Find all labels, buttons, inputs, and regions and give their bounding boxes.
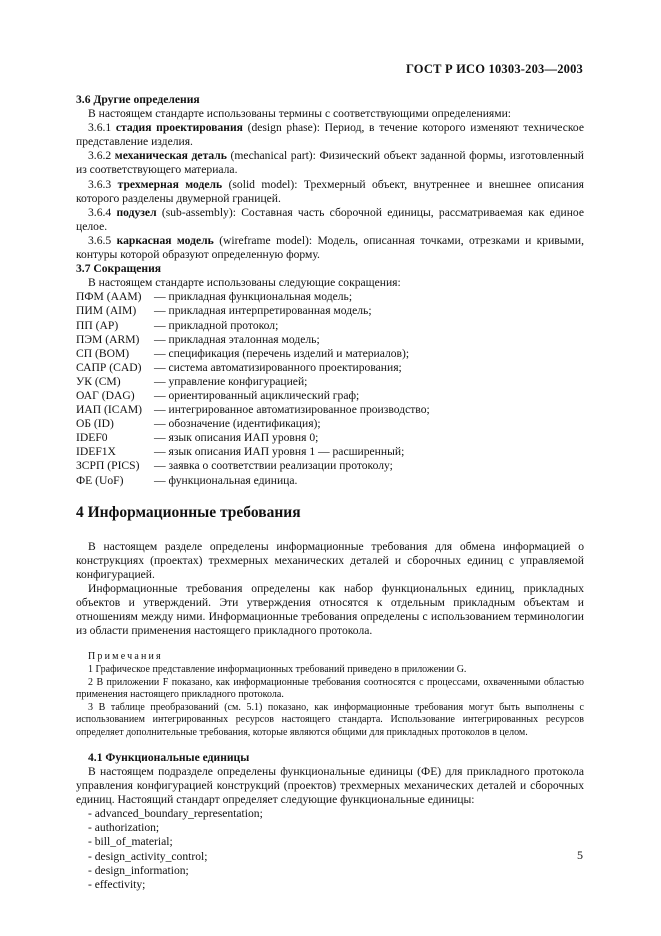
abbreviation-term: ОАГ (DAG) bbox=[76, 388, 135, 402]
abbreviation-term: IDEF0 bbox=[76, 431, 108, 445]
abbreviation-row bbox=[76, 431, 584, 445]
definition-term: подузел bbox=[116, 205, 157, 219]
abbreviation-row bbox=[76, 304, 584, 318]
definition-item bbox=[76, 121, 584, 149]
abbreviation-row bbox=[76, 361, 584, 375]
section-4-1-title: 4.1 Функциональные единицы bbox=[88, 750, 250, 764]
abbreviation-meaning: — прикладная эталонная модель; bbox=[154, 332, 320, 346]
abbreviation-term: УК (CM) bbox=[76, 374, 121, 388]
definition-item bbox=[76, 206, 584, 234]
section-4-title: 4 Информационные требования bbox=[76, 503, 301, 521]
definition-number: 3.6.2 bbox=[88, 149, 115, 163]
abbreviation-term: ПЭМ (ARM) bbox=[76, 332, 140, 346]
abbreviation-row bbox=[76, 375, 584, 389]
section-4-1-paragraph: В настоящем подразделе определены функциональные единицы (ФЕ) для прикладного протокола управления конфигурацией конструкций (проектов) трехмерных механических деталей и сборочных единиц. Настоящий стандарт определяет следующие функциональные единицы: bbox=[76, 765, 584, 807]
abbreviation-meaning: — обозначение (идентификация); bbox=[154, 417, 321, 431]
definition-term: стадия проектирования bbox=[115, 121, 243, 135]
abbreviation-term: ПП (AP) bbox=[76, 318, 119, 332]
note-item: 1 Графическое представление информационных требований приведено в приложении G. bbox=[88, 664, 467, 676]
definition-number: 3.6.1 bbox=[88, 121, 116, 135]
section-4-paragraph-1: В настоящем разделе определены информационные требования для обмена информацией о конструкциях (проектах) трехмерных механических деталей и сборочных единиц с управляемой конфигурацией. bbox=[76, 539, 584, 581]
definition-number: 3.6.5 bbox=[88, 233, 117, 247]
section-3-7-title: 3.7 Сокращения bbox=[76, 262, 162, 276]
abbreviation-row bbox=[76, 347, 584, 361]
abbreviation-row bbox=[76, 459, 584, 473]
abbreviation-term: ИАП (ICAM) bbox=[76, 403, 143, 417]
definition-item bbox=[76, 234, 584, 262]
abbreviation-meaning: — прикладной протокол; bbox=[154, 318, 279, 332]
abbreviation-term: СП (BOM) bbox=[76, 346, 130, 360]
abbreviation-meaning: — прикладная интерпретированная модель; bbox=[154, 304, 372, 318]
functional-units-list bbox=[76, 807, 584, 892]
definitions-list bbox=[76, 121, 584, 262]
definition-text: (mechanical part): Физический объект заданной формы, изготовленный из соответствующего материала. bbox=[76, 149, 584, 177]
abbreviation-row bbox=[76, 474, 584, 488]
abbreviation-row bbox=[76, 389, 584, 403]
definition-text: (sub-assembly): Составная часть сборочной единицы, рассматриваемая как единое целое. bbox=[76, 205, 584, 233]
abbreviation-term: IDEF1X bbox=[76, 445, 116, 459]
functional-unit-item: - advanced_boundary_representation; bbox=[88, 807, 263, 821]
abbreviation-meaning: — функциональная единица. bbox=[154, 473, 298, 487]
definition-term: механическая деталь bbox=[114, 149, 227, 163]
abbreviation-row bbox=[76, 445, 584, 459]
section-4-paragraph-2: Информационные требования определены как набор функциональных единиц, прикладных объектов и утверждений. Эти утверждения относятся к отдельным прикладным объектам и отношениям между ними. Информационные требования определены с использованием терминологии из области применения настоящего прикладного протокола. bbox=[76, 582, 584, 638]
functional-unit-item: - design_information; bbox=[88, 863, 189, 877]
note-item: 2 В приложении F показано, как информационные требования соотносятся с процессами, охваченными областью применения настоящего прикладного протокола. bbox=[76, 676, 584, 701]
functional-unit-item: - effectivity; bbox=[88, 877, 146, 891]
abbreviation-term: ОБ (ID) bbox=[76, 417, 114, 431]
functional-unit-item: - design_activity_control; bbox=[88, 849, 208, 863]
section-3-6-intro: В настоящем стандарте использованы термины с соответствующими определениями: bbox=[88, 107, 512, 121]
standard-header: ГОСТ Р ИСО 10303-203—2003 bbox=[405, 62, 583, 76]
abbreviation-term: ПИМ (AIM) bbox=[76, 304, 137, 318]
abbreviation-term: ЗСРП (PICS) bbox=[76, 459, 140, 473]
abbreviation-meaning: — заявка о соответствии реализации протоколу; bbox=[154, 459, 393, 473]
notes-title: Примечания bbox=[88, 651, 163, 663]
section-3-6-title: 3.6 Другие определения bbox=[76, 93, 200, 106]
abbreviation-meaning: — спецификация (перечень изделий и материалов); bbox=[154, 346, 410, 360]
page-content bbox=[76, 93, 584, 892]
definition-number: 3.6.4 bbox=[88, 205, 117, 219]
abbreviation-meaning: — язык описания ИАП уровня 1 — расширенный; bbox=[154, 445, 405, 459]
functional-unit-item: - authorization; bbox=[88, 821, 160, 835]
note-item: 3 В таблице преобразований (см. 5.1) показано, как информационные требования могут быть выполнены с использованием интегрированных ресурсов настоящего стандарта. Использование интегрированных ресурсов определяет дополнительные требования, которые являются общими для прикладных протоколов в целом. bbox=[76, 701, 584, 738]
abbreviation-meaning: — ориентированный ациклический граф; bbox=[154, 388, 360, 402]
abbreviation-row bbox=[76, 333, 584, 347]
abbreviation-meaning: — управление конфигурацией; bbox=[154, 374, 308, 388]
definition-number: 3.6.3 bbox=[88, 177, 118, 191]
page-number: 5 bbox=[577, 848, 583, 862]
definition-term: каркасная модель bbox=[116, 233, 214, 247]
definition-text: (wireframe model): Модель, описанная точками, отрезками и кривыми, контуры которой образуют определенную форму. bbox=[76, 233, 584, 262]
abbreviation-term: ФЕ (UoF) bbox=[76, 473, 124, 487]
section-3-7-intro: В настоящем стандарте использованы следующие сокращения: bbox=[88, 276, 401, 290]
abbreviation-row bbox=[76, 290, 584, 304]
abbreviation-meaning: — интегрированное автоматизированное производство; bbox=[154, 403, 430, 417]
abbreviation-row bbox=[76, 319, 584, 333]
abbreviation-term: ПФМ (AAM) bbox=[76, 290, 142, 304]
abbreviation-meaning: — система автоматизированного проектирования; bbox=[154, 360, 402, 374]
abbreviations-list bbox=[76, 290, 584, 487]
definition-item bbox=[76, 149, 584, 177]
definition-text: (design phase): Период, в течение которого изменяют техническое представление изделия. bbox=[76, 121, 584, 149]
definition-item bbox=[76, 178, 584, 206]
abbreviation-meaning: — прикладная функциональная модель; bbox=[154, 290, 353, 304]
definition-text: (solid model): Трехмерный объект, внутреннее и внешнее описания которого разделены двумерной границей. bbox=[76, 177, 584, 205]
abbreviation-meaning: — язык описания ИАП уровня 0; bbox=[154, 431, 319, 445]
abbreviation-row bbox=[76, 417, 584, 431]
definition-term: трехмерная модель bbox=[117, 177, 223, 191]
abbreviation-term: САПР (CAD) bbox=[76, 360, 142, 374]
functional-unit-item: - bill_of_material; bbox=[88, 835, 173, 849]
notes-list bbox=[76, 664, 584, 738]
abbreviation-row bbox=[76, 403, 584, 417]
